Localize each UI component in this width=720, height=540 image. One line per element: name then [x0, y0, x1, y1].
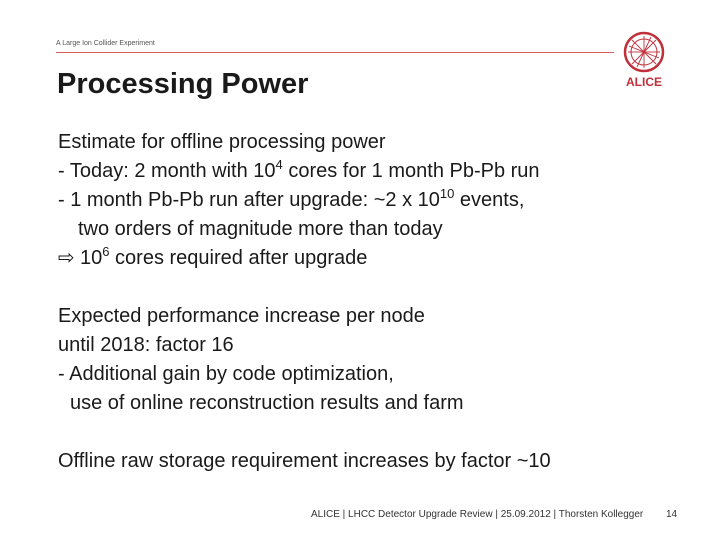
body-line: Offline raw storage requirement increases by factor ~10: [58, 450, 551, 472]
body-line: Estimate for offline processing power: [58, 131, 386, 153]
header-divider: [56, 52, 614, 53]
experiment-tagline: A Large Ion Collider Experiment: [56, 40, 155, 47]
page-number: 14: [666, 509, 678, 520]
body-line: until 2018: factor 16: [58, 334, 234, 356]
body-line: - Today: 2 month with $10^4$ cores for 1 month Pb-Pb run: [58, 157, 540, 182]
body-line: two orders of magnitude more than today: [78, 218, 443, 240]
body-line: Expected performance increase per node: [58, 305, 425, 327]
footer-text: ALICE | LHCC Detector Upgrade Review | 25.09.2012 | Thorsten Kollegger: [311, 509, 644, 520]
body-line: use of online reconstruction results and farm: [70, 392, 464, 414]
body-line: - Additional gain by code optimization,: [58, 363, 394, 385]
page-title: Processing Power: [57, 68, 309, 100]
body-line: - 1 month Pb-Pb run after upgrade: ~2 x $10^{10}$ events,: [58, 186, 525, 211]
alice-logo-icon: [616, 28, 672, 92]
right-arrow-icon: ⇨: [58, 247, 75, 269]
logo-label: ALICE: [626, 75, 662, 89]
slide-body: [58, 128, 551, 476]
body-line: ⇨ $10^6$ cores required after upgrade: [58, 244, 551, 273]
